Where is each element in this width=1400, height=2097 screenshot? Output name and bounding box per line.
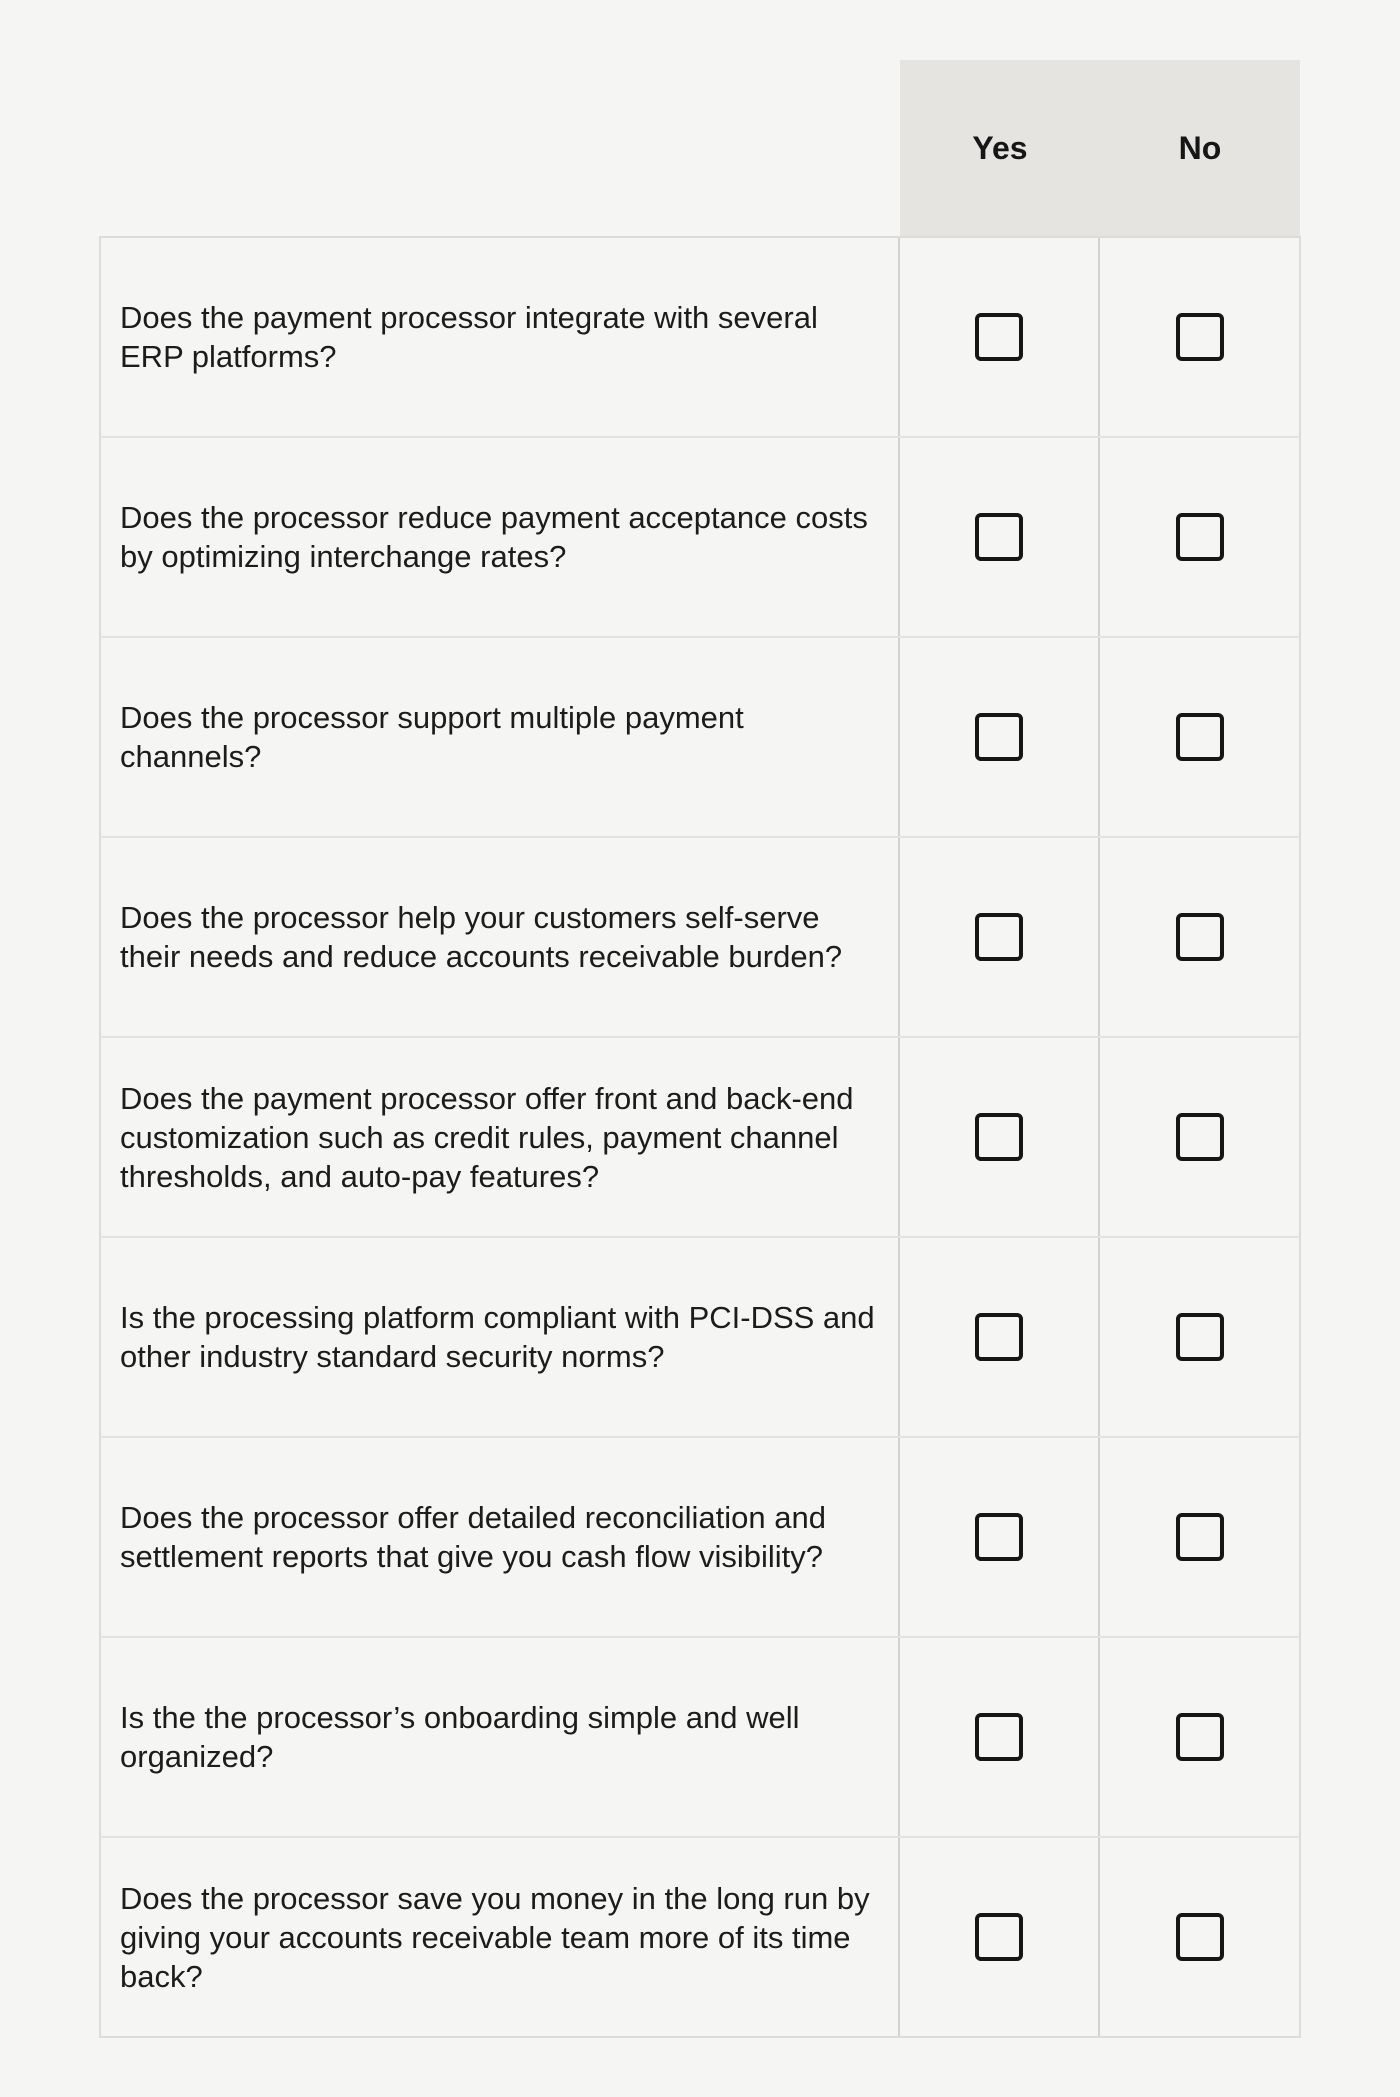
question-text: Does the processor help your customers self-serve their needs and reduce accounts receivable burden? [120,900,843,974]
yes-checkbox[interactable] [975,1113,1023,1161]
no-cell [1100,438,1300,636]
yes-cell [900,838,1100,1036]
no-checkbox[interactable] [1176,513,1224,561]
yes-cell [900,1838,1100,2036]
no-cell [1100,1838,1300,2036]
question-cell [101,1038,900,1236]
question-cell [101,1438,900,1636]
question-text: Does the processor save you money in the long run by giving your accounts receivable team more of its time back? [120,1880,870,1994]
yes-cell [900,1038,1100,1236]
no-cell [1100,1638,1300,1836]
yes-checkbox[interactable] [975,1913,1023,1961]
yes-checkbox[interactable] [975,713,1023,761]
table-row [101,838,1299,1038]
header-spacer [99,60,900,236]
no-checkbox[interactable] [1176,1313,1224,1361]
yes-checkbox[interactable] [975,1513,1023,1561]
question-cell [101,638,900,836]
no-checkbox[interactable] [1176,1513,1224,1561]
column-header-yes: Yes [900,60,1100,236]
yes-checkbox[interactable] [975,1313,1023,1361]
yes-checkbox[interactable] [975,1713,1023,1761]
question-text: Does the payment processor integrate with several ERP platforms? [120,300,818,374]
no-checkbox[interactable] [1176,1113,1224,1161]
table-row [101,1038,1299,1238]
table-body [99,236,1301,2038]
yes-checkbox[interactable] [975,913,1023,961]
yes-cell [900,238,1100,436]
question-cell [101,1838,900,2036]
no-cell [1100,838,1300,1036]
question-cell [101,238,900,436]
yes-checkbox[interactable] [975,513,1023,561]
yes-cell [900,1638,1100,1836]
no-checkbox[interactable] [1176,713,1224,761]
no-cell [1100,1038,1300,1236]
no-cell [1100,1238,1300,1436]
question-cell [101,838,900,1036]
question-text: Does the processor reduce payment acceptance costs by optimizing interchange rates? [120,500,868,574]
question-text: Is the the processor’s onboarding simple and well organized? [120,1700,800,1774]
no-checkbox[interactable] [1176,1713,1224,1761]
table-header [99,60,1301,236]
table-row [101,1638,1299,1838]
yes-checkbox[interactable] [975,313,1023,361]
table-row [101,1838,1299,2036]
question-text: Does the payment processor offer front and back-end customization such as credit rules, payment channel thresholds, and auto-pay features? [120,1080,854,1194]
no-checkbox[interactable] [1176,313,1224,361]
column-header-no: No [1100,60,1300,236]
no-cell [1100,1438,1300,1636]
yes-cell [900,1238,1100,1436]
no-checkbox[interactable] [1176,1913,1224,1961]
table-row [101,238,1299,438]
no-cell [1100,238,1300,436]
yes-cell [900,438,1100,636]
yes-cell [900,1438,1100,1636]
question-cell [101,438,900,636]
yes-cell [900,638,1100,836]
question-text: Does the processor offer detailed reconciliation and settlement reports that give you cash flow visibility? [120,1500,826,1574]
table-row [101,1438,1299,1638]
question-cell [101,1238,900,1436]
no-cell [1100,638,1300,836]
no-checkbox[interactable] [1176,913,1224,961]
checklist-table [99,60,1301,2038]
question-text: Is the processing platform compliant with PCI-DSS and other industry standard security norms? [120,1300,875,1374]
question-cell [101,1638,900,1836]
table-row [101,1238,1299,1438]
table-row [101,638,1299,838]
question-text: Does the processor support multiple payment channels? [120,700,744,774]
table-row [101,438,1299,638]
